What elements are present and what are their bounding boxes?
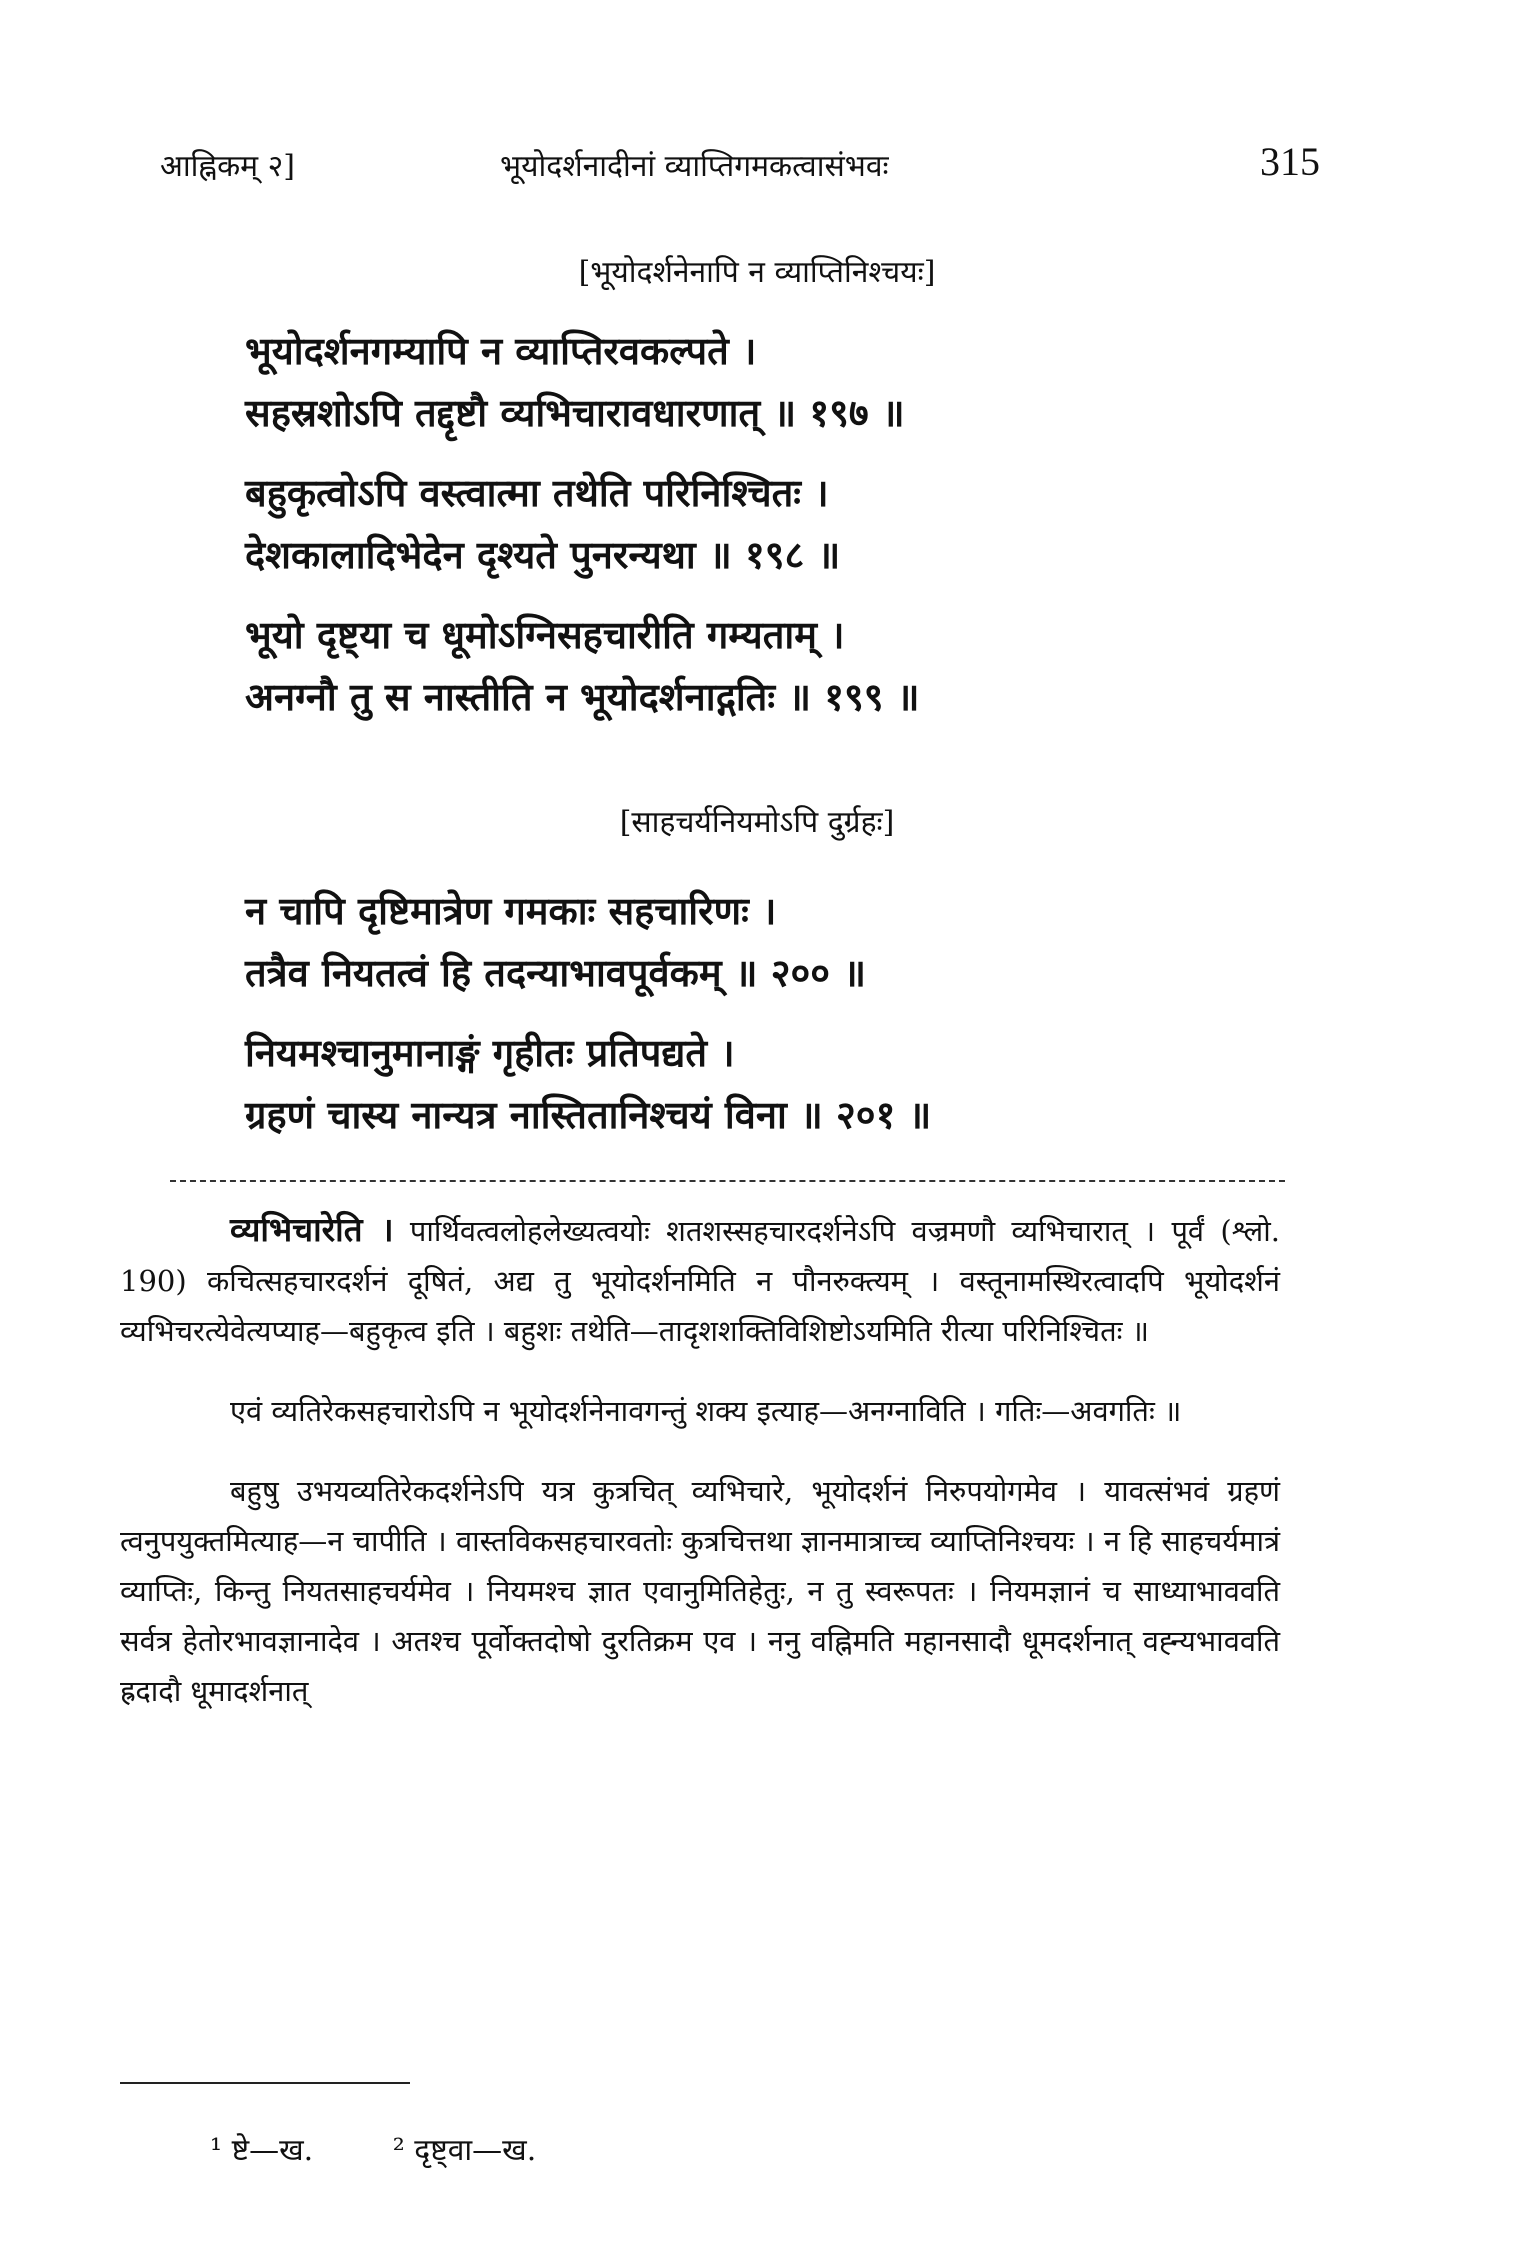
verse-line: न चापि दृष्टिमात्रेण गमकाः सहचारिणः ।: [245, 888, 777, 933]
verse-201: [245, 1022, 1305, 1146]
verse-line: सहस्रशोऽपि तद्दृष्टौ व्यभिचारावधारणात् ॥ १९७ ॥: [245, 390, 905, 435]
verse-198: [245, 462, 1305, 586]
running-header: [160, 138, 1320, 198]
commentary-text: एवं व्यतिरेकसहचारोऽपि न भूयोदर्शनेनावगन्तुं शक्य इत्याह—अनग्नाविति । गतिः—अवगतिः ॥: [230, 1394, 1182, 1428]
verse-block-1: [245, 320, 1305, 746]
verse-line: भूयोदर्शनगम्यापि न व्याप्तिरवकल्पते ।: [245, 328, 757, 373]
verse-197: [245, 320, 1305, 444]
verse-199: [245, 604, 1305, 728]
footnote: ² दृष्ट्वा—ख.: [392, 2133, 537, 2168]
commentary-text: बहुषु उभयव्यतिरेकदर्शनेऽपि यत्र कुत्रचित् व्यभिचारे, भूयोदर्शनं निरुपयोगमेव । यावत्संभवं ग्रहणं त्वनुपयुक्तमित्याह—न चापीति । वास्तविकसहचारवतोः कुत्रचित्तथा ज्ञानमात्राच्च व्याप्तिनिश्चयः । न हि साहचर्यमात्रं व्याप्तिः, किन्तु नियतसाहचर्यमेव । नियमश्च ज्ञात एवानुमितिहेतुः, न तु स्वरूपतः । नियमज्ञानं च साध्याभाववति सर्वत्र हेतोरभावज्ञानादेव । अतश्च पूर्वोक्तदोषो दुरतिक्रम एव । ननु वह्निमति महानसादौ धूमदर्शनात् वह्न्यभाववति ह्रदादौ धूमादर्शनात्: [120, 1474, 1280, 1708]
verse-line: देशकालादिभेदेन दृश्यते पुनरन्यथा ॥ १९८ ॥: [245, 532, 841, 577]
commentary-text: पार्थिवत्वलोहलेख्यत्वयोः शतशस्सहचारदर्शनेऽपि वज्रमणौ व्यभिचारात् । पूर्वं (श्लो. 190) कचित्सहचारदर्शनं दूषितं, अद्य तु भूयोदर्शनमिति न पौनरुक्त्यम् । वस्तूनामस्थिरत्वादपि भूयोदर्शनं व्यभिचरत्येवेत्यप्याह—बहुकृत्व इति । बहुशः तथेति—तादृशशक्तिविशिष्टोऽयमिति रीत्या परिनिश्चितः ॥: [120, 1214, 1281, 1348]
section-heading-2: [साहचर्यनियमोऽपि दुर्ग्रहः]: [619, 805, 895, 840]
footnotes: [210, 2128, 606, 2169]
page-number: 315: [1260, 139, 1320, 184]
verse-line: तत्रैव नियतत्वं हि तदन्याभावपूर्वकम् ॥ २०० ॥: [245, 950, 867, 995]
verse-line: अनग्नौ तु स नास्तीति न भूयोदर्शनाद्गतिः ॥ १९९ ॥: [245, 674, 920, 719]
chapter-label: आह्निकम् २]: [160, 149, 295, 184]
commentary: [120, 1205, 1280, 1746]
commentary-paragraph: [120, 1386, 1280, 1436]
separator-rule: [170, 1180, 1285, 1182]
verse-block-2: [245, 880, 1305, 1164]
footnote: ¹ ष्टे—ख.: [210, 2133, 314, 2168]
footnote-rule: [120, 2082, 410, 2084]
verse-200: [245, 880, 1305, 1004]
verse-line: नियमश्चानुमानाङ्गं गृहीतः प्रतिपद्यते ।: [245, 1030, 735, 1075]
verse-line: बहुकृत्वोऽपि वस्त्वात्मा तथेति परिनिश्चितः ।: [245, 470, 829, 515]
commentary-paragraph: [120, 1205, 1280, 1356]
verse-line: भूयो दृष्ट्या च धूमोऽग्निसहचारीति गम्यताम् ।: [245, 612, 845, 657]
section-heading-1: [भूयोदर्शनेनापि न व्याप्तिनिश्चयः]: [578, 255, 936, 290]
commentary-paragraph: [120, 1466, 1280, 1716]
commentary-lemma: व्यभिचारेति ।: [230, 1210, 394, 1249]
running-title: भूयोदर्शनादीनां व्याप्तिगमकत्वासंभवः: [500, 149, 889, 184]
verse-line: ग्रहणं चास्य नान्यत्र नास्तितानिश्चयं विना ॥ २०१ ॥: [245, 1092, 932, 1137]
